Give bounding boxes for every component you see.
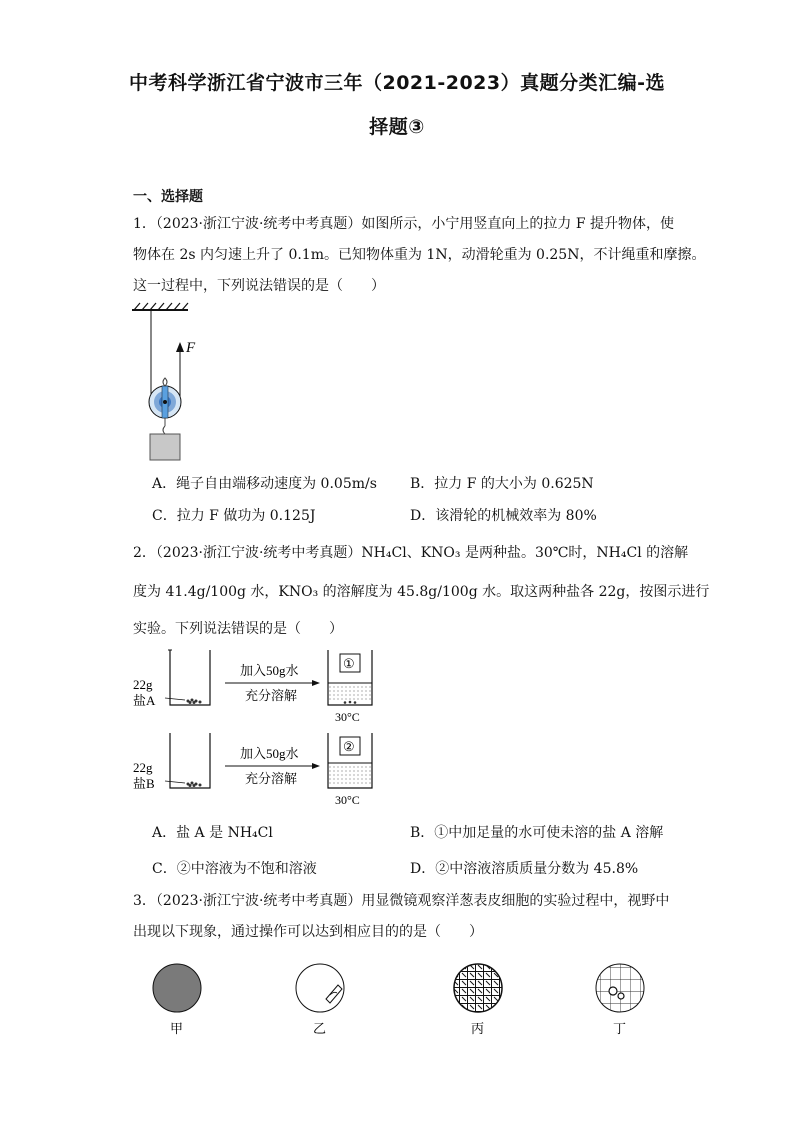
q1-text-line2: 物体在 2s 内匀速上升了 0.1m。已知物体重为 1N，动滑轮重为 0.25N，不计绳重和摩擦。 <box>133 247 706 263</box>
label-ding: 丁 <box>613 1021 627 1036</box>
q1-option-d[interactable]: D．该滑轮的机械效率为 80% <box>410 508 597 524</box>
q1-text-line3: 这一过程中，下列说法错误的是（ ） <box>133 278 385 294</box>
add-water-label-a: 加入50g水 <box>240 663 299 678</box>
q1-option-a[interactable]: A．绳子自由端移动速度为 0.05m/s <box>152 476 377 492</box>
page-title-line2: 择题③ <box>369 116 425 138</box>
salt-b-label: 盐B <box>133 776 155 791</box>
marker-1: ① <box>343 656 355 671</box>
microscope-views <box>140 955 660 1040</box>
q3-text-line1: 3．（2023·浙江宁波·统考中考真题）用显微镜观察洋葱表皮细胞的实验过程中，视野中 <box>133 893 670 909</box>
dissolve-label-a: 充分溶解 <box>245 688 298 703</box>
marker-2: ② <box>343 739 355 754</box>
section-heading: 一、选择题 <box>133 189 203 205</box>
page-title-line1: 中考科学浙江省宁波市三年（2021-2023）真题分类汇编-选 <box>128 72 666 94</box>
label-jia: 甲 <box>170 1021 184 1036</box>
q2-text-line1: 2．（2023·浙江宁波·统考中考真题）NH₄Cl、KNO₃ 是两种盐。30℃时，NH₄Cl 的溶解 <box>133 545 689 561</box>
force-label: F <box>186 340 196 356</box>
salt-a-label: 盐A <box>133 693 156 708</box>
label-yi: 乙 <box>313 1021 327 1036</box>
temp-label-2: 30°C <box>335 793 360 807</box>
q2-text-line3: 实验。下列说法错误的是（ ） <box>133 621 343 637</box>
view-bing <box>454 964 502 1012</box>
mass-label-a: 22g <box>133 677 153 692</box>
label-bing: 丙 <box>471 1021 485 1036</box>
q1-option-c[interactable]: C．拉力 F 做功为 0.125J <box>152 508 316 524</box>
beaker-a-empty <box>170 650 210 705</box>
add-water-label-b: 加入50g水 <box>240 746 299 761</box>
pulley-diagram <box>130 302 210 462</box>
q2-option-d[interactable]: D．②中溶液溶质质量分数为 45.8% <box>410 861 639 877</box>
q3-text-line2: 出现以下现象，通过操作可以达到相应目的的是（ ） <box>133 924 483 940</box>
q2-option-a[interactable]: A．盐 A 是 NH₄Cl <box>152 825 273 841</box>
temp-label-1: 30°C <box>335 710 360 724</box>
beaker-b-empty <box>170 733 210 788</box>
q1-text-line1: 1．（2023·浙江宁波·统考中考真题）如图所示，小宁用竖直向上的拉力 F 提升物体，使 <box>133 216 675 232</box>
q2-text-line2: 度为 41.4g/100g 水，KNO₃ 的溶解度为 45.8g/100g 水。取这两种盐各 22g，按图示进行 <box>133 584 710 600</box>
q2-option-c[interactable]: C．②中溶液为不饱和溶液 <box>152 861 317 877</box>
view-jia <box>153 964 201 1012</box>
dissolve-label-b: 充分溶解 <box>245 771 298 786</box>
salt-dissolving-diagram <box>130 645 380 810</box>
view-ding <box>596 964 644 1012</box>
q1-option-b[interactable]: B．拉力 F 的大小为 0.625N <box>410 476 594 492</box>
mass-label-b: 22g <box>133 760 153 775</box>
q2-option-b[interactable]: B．①中加足量的水可使未溶的盐 A 溶解 <box>410 825 664 841</box>
